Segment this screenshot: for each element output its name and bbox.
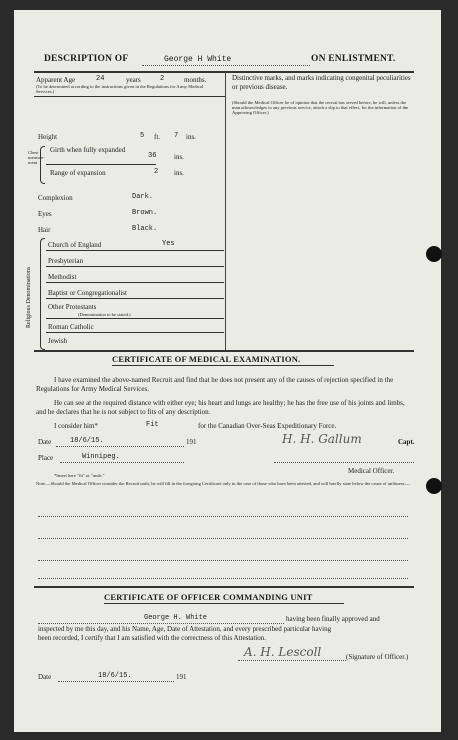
- medical-date-label: Date: [38, 438, 52, 446]
- consider-prefix: I consider him*: [54, 422, 98, 430]
- consider-suffix: for the Canadian Over-Seas Expeditionary Force.: [198, 422, 337, 430]
- title-right: ON ENLISTMENT.: [311, 54, 396, 64]
- medical-date-line: [56, 446, 184, 447]
- height-ft-label: ft.: [154, 133, 161, 141]
- complexion-value: Dark.: [132, 193, 154, 201]
- officer-text2: inspected by me this day, and his Name, Age, Date of Attestation, and every prescribed particular having: [38, 625, 332, 633]
- officer-heading-underline: [104, 603, 344, 604]
- religion-rule-5: [46, 332, 224, 333]
- religion-value-0: Yes: [162, 240, 175, 248]
- medical-para1: I have examined the above-named Recruit and find that he does not present any of the causes of rejection specified in the Regulations for Army Medical Services.: [36, 376, 394, 393]
- religion-other-note: (Denomination to be stated.): [78, 312, 131, 317]
- section-rule-officer: [34, 586, 414, 588]
- eyes-value: Brown.: [132, 209, 158, 217]
- age-years-value: 24: [96, 75, 105, 83]
- punch-hole-upper: [426, 246, 442, 262]
- officer-date-line: [58, 681, 174, 682]
- distinctive-note: (Should the Medical Officer be of opinion that the recruit has served before, he will, unless the man acknowledges to any previous service, attach a slip to that effect, for the information of the Approving Officer.): [232, 100, 409, 115]
- girth-label: Girth when fully expanded: [50, 146, 126, 154]
- consider-value: Fit: [146, 421, 159, 429]
- medical-signature: H. H. Gallum: [282, 432, 362, 446]
- officer-signature-line: [238, 660, 346, 661]
- unfit-line-1: [38, 516, 408, 517]
- girth-value: 36: [148, 152, 157, 160]
- medical-footnote: *Insert here "fit" or "unfit.": [54, 473, 105, 478]
- officer-name-value: George H. White: [144, 614, 208, 622]
- girth-unit: ins.: [174, 153, 184, 161]
- religion-rule-3: [46, 298, 224, 299]
- place-label: Place: [38, 454, 54, 462]
- medical-year: 191: [186, 438, 197, 446]
- section-rule-medical: [34, 350, 414, 352]
- hair-label: Hair: [38, 226, 51, 234]
- attestation-page: [14, 10, 441, 732]
- religion-label-6: Jewish: [48, 337, 68, 345]
- signature-line: [274, 462, 414, 463]
- religion-rule-1: [46, 266, 224, 267]
- religion-rule-2: [46, 282, 224, 283]
- place-value: Winnipeg.: [82, 453, 120, 461]
- religion-label-3: Baptist or Congregationalist: [48, 289, 127, 297]
- medical-note: Note.—Should the Medical Officer consider the Recruit unfit, he will fill in the foregoing Certificate only in the case of those who have been attested, and will briefly state below the cause of unfitness:—: [36, 481, 411, 486]
- punch-hole-lower: [426, 478, 442, 494]
- range-unit: ins.: [174, 169, 184, 177]
- officer-sig-label: (Signature of Officer.): [346, 653, 409, 661]
- officer-heading: CERTIFICATE OF OFFICER COMMANDING UNIT: [104, 592, 313, 602]
- title-left: DESCRIPTION OF: [44, 54, 129, 64]
- age-months-label: months.: [184, 76, 207, 84]
- medical-heading-underline: [112, 365, 334, 366]
- religion-label-4: Other Protestants: [48, 303, 97, 311]
- age-years-label: years: [126, 76, 141, 84]
- officer-year: 191: [176, 673, 187, 681]
- range-value: 2: [154, 168, 159, 176]
- medical-para2: He can see at the required distance with either eye; his heart and lungs are healthy; he has the free use of his joints and limbs, and he declares that he is not subject to fits of any description.: [36, 399, 405, 416]
- height-inches: 7: [174, 132, 179, 140]
- name-underline: [142, 65, 310, 66]
- column-divider: [225, 72, 226, 350]
- age-note: (To be determined according to the instructions given in the Regulations for Army Medical Services.): [36, 84, 204, 94]
- unfit-line-3: [38, 560, 408, 561]
- religion-rule-4: [46, 318, 224, 319]
- religion-label-5: Roman Catholic: [48, 323, 94, 331]
- officer-date-value: 18/6/15.: [98, 672, 132, 680]
- religion-group-label: Religious Denominations: [26, 266, 32, 328]
- officer-date-label: Date: [38, 673, 52, 681]
- place-line: [60, 462, 184, 463]
- medical-officer-label: Medical Officer.: [348, 467, 395, 475]
- officer-signature: A. H. Lescoll: [244, 645, 322, 659]
- height-feet: 5: [140, 132, 145, 140]
- religion-label-2: Methodist: [48, 273, 77, 281]
- unfit-line-4: [38, 578, 408, 579]
- recruit-name: George H White: [164, 55, 232, 64]
- age-rule: [34, 96, 225, 97]
- medical-heading: CERTIFICATE OF MEDICAL EXAMINATION.: [112, 354, 301, 364]
- height-ins-label: ins.: [186, 133, 196, 141]
- religion-label-0: Church of England: [48, 241, 102, 249]
- distinctive-heading: Distinctive marks, and marks indicating congenital peculiarities or previous disease.: [232, 74, 411, 91]
- medical-date-value: 18/6/15.: [70, 437, 104, 445]
- chest-rule: [46, 164, 156, 165]
- officer-name-line: [38, 623, 284, 624]
- officer-text1: having been finally approved and: [286, 615, 380, 623]
- chest-group-label: Chest measure-ment: [28, 150, 45, 165]
- range-label: Range of expansion: [50, 169, 106, 177]
- complexion-label: Complexion: [38, 194, 73, 202]
- hair-value: Black.: [132, 225, 158, 233]
- unfit-line-2: [38, 538, 408, 539]
- medical-rank: Capt.: [398, 438, 415, 446]
- officer-text3: been recorded, I certify that I am satisfied with the correctness of this Attestation.: [38, 634, 267, 642]
- age-months-value: 2: [160, 75, 165, 83]
- header-rule: [34, 71, 414, 73]
- religion-label-1: Presbyterian: [48, 257, 83, 265]
- eyes-label: Eyes: [38, 210, 52, 218]
- religion-brace: [40, 238, 45, 350]
- age-label: Apparent Age: [36, 76, 76, 84]
- chest-brace: [40, 146, 45, 184]
- height-label: Height: [38, 133, 58, 141]
- religion-rule-0: [46, 250, 224, 251]
